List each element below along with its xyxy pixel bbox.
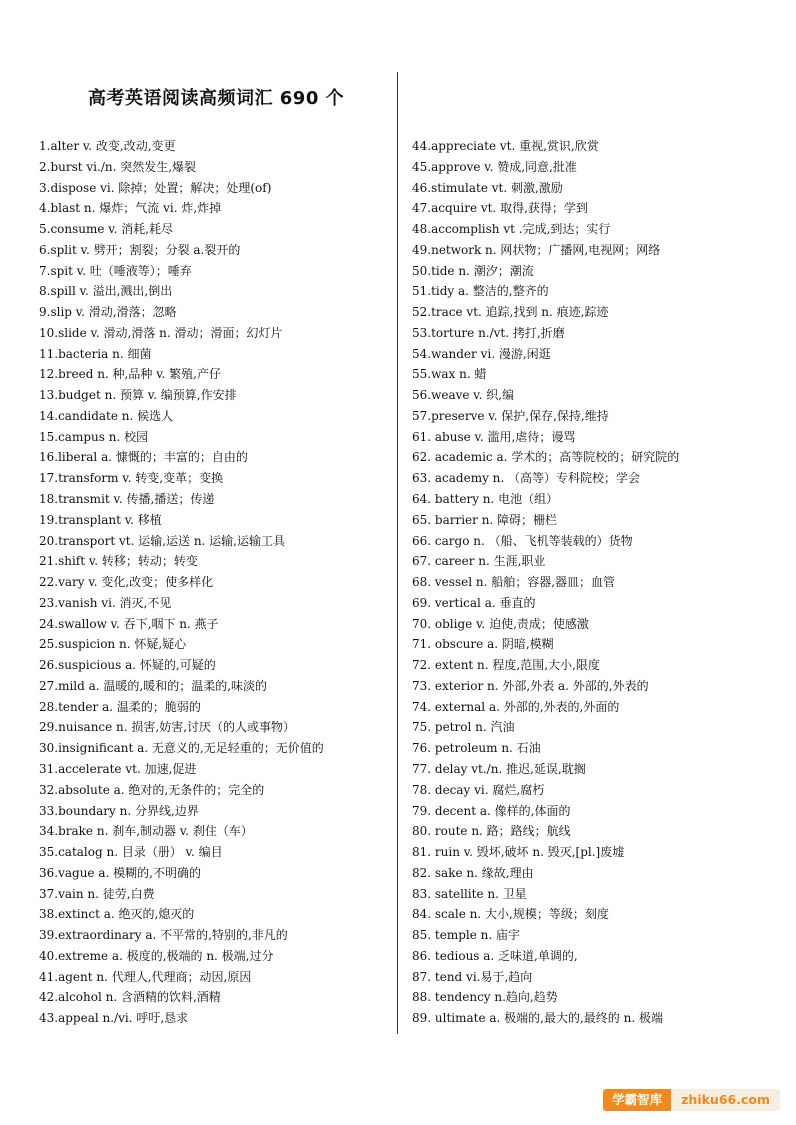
vocab-entry: 81. ruin v. 毁坏,破坏 n. 毁灭,[pl.]废墟 bbox=[412, 845, 625, 860]
vocab-entry: 84. scale n. 大小,规模；等级；刻度 bbox=[412, 907, 609, 922]
vocab-entry: 55.wax n. 蜡 bbox=[412, 367, 487, 382]
vocab-entry: 32.absolute a. 绝对的,无条件的；完全的 bbox=[39, 782, 265, 797]
vocab-entry: 61. abuse v. 滥用,虐待；谩骂 bbox=[412, 429, 576, 444]
vocab-entry: 72. extent n. 程度,范围,大小,限度 bbox=[412, 658, 600, 673]
vocab-entry: 4.blast n. 爆炸；气流 vi. 炸,炸掉 bbox=[39, 201, 222, 216]
vocab-entry: 21.shift v. 转移；转动；转变 bbox=[39, 554, 198, 569]
vocab-entry: 57.preserve v. 保护,保存,保持,维持 bbox=[412, 408, 609, 423]
vocab-entry: 85. temple n. 庙宇 bbox=[412, 928, 520, 943]
column-divider bbox=[397, 72, 398, 1034]
vocab-entry: 88. tendency n.趋向,趋势 bbox=[412, 990, 558, 1005]
vocab-entry: 51.tidy a. 整洁的,整齐的 bbox=[412, 284, 549, 299]
vocab-entry: 75. petrol n. 汽油 bbox=[412, 720, 515, 735]
vocab-entry: 30.insignificant a. 无意义的,无足轻重的；无价值的 bbox=[39, 741, 324, 756]
vocab-entry: 24.swallow v. 吞下,咽下 n. 燕子 bbox=[39, 616, 219, 631]
watermark-site: zhiku66.com bbox=[671, 1089, 780, 1111]
vocab-entry: 18.transmit v. 传播,播送；传递 bbox=[39, 492, 215, 507]
vocab-entry: 20.transport vt. 运输,运送 n. 运输,运输工具 bbox=[39, 533, 285, 548]
vocab-entry: 79. decent a. 像样的,体面的 bbox=[412, 803, 571, 818]
vocabulary-list-right bbox=[412, 136, 790, 1029]
vocab-entry: 50.tide n. 潮汐；潮流 bbox=[412, 263, 534, 278]
vocab-entry: 23.vanish vi. 消灭,不见 bbox=[39, 595, 172, 610]
vocab-entry: 44.appreciate vt. 重视,赏识,欣赏 bbox=[412, 139, 599, 153]
vocab-entry: 37.vain n. 徒劳,白费 bbox=[39, 886, 155, 901]
vocab-entry: 86. tedious a. 乏味道,单调的, bbox=[412, 948, 578, 963]
vocab-entry: 78. decay vi. 腐烂,腐朽 bbox=[412, 782, 545, 797]
vocab-entry: 7.spit v. 吐（唾液等）；唾弃 bbox=[39, 263, 192, 278]
vocab-entry: 5.consume v. 消耗,耗尽 bbox=[39, 222, 174, 237]
vocab-entry: 26.suspicious a. 怀疑的,可疑的 bbox=[39, 658, 216, 673]
vocab-entry: 13.budget n. 预算 v. 编预算,作安排 bbox=[39, 388, 237, 403]
vocab-entry: 10.slide v. 滑动,滑落 n. 滑动；滑面；幻灯片 bbox=[39, 325, 283, 340]
vocab-entry: 2.burst vi./n. 突然发生,爆裂 bbox=[39, 159, 197, 174]
watermark-badge bbox=[603, 1089, 780, 1111]
vocab-entry: 39.extraordinary a. 不平常的,特别的,非凡的 bbox=[39, 928, 288, 943]
vocab-entry: 52.trace vt. 追踪,找到 n. 痕迹,踪迹 bbox=[412, 305, 609, 320]
vocab-entry: 48.accomplish vt .完成,到达；实行 bbox=[412, 222, 611, 237]
page-title: 高考英语阅读高频词汇 690 个 bbox=[88, 88, 345, 109]
vocab-entry: 15.campus n. 校园 bbox=[39, 429, 149, 444]
watermark-brand: 学霸智库 bbox=[603, 1089, 671, 1111]
vocab-entry: 16.liberal a. 慷慨的；丰富的；自由的 bbox=[39, 450, 248, 465]
vocab-entry: 40.extreme a. 极度的,极端的 n. 极端,过分 bbox=[39, 948, 274, 963]
vocab-entry: 76. petroleum n. 石油 bbox=[412, 741, 541, 756]
vocab-entry: 19.transplant v. 移植 bbox=[39, 512, 162, 527]
vocab-entry: 27.mild a. 温暖的,暖和的；温柔的,味淡的 bbox=[39, 678, 268, 693]
vocab-entry: 65. barrier n. 障碍；栅栏 bbox=[412, 512, 558, 527]
vocab-entry: 64. battery n. 电池（组） bbox=[412, 492, 559, 507]
vocab-entry: 12.breed n. 种,品种 v. 繁殖,产仔 bbox=[39, 367, 221, 382]
vocab-entry: 31.accelerate vt. 加速,促进 bbox=[39, 761, 197, 776]
vocab-entry: 41.agent n. 代理人,代理商；动因,原因 bbox=[39, 969, 252, 984]
vocab-entry: 87. tend vi.易于,趋向 bbox=[412, 969, 533, 984]
vocab-entry: 49.network n. 网状物；广播网,电视网；网络 bbox=[412, 242, 661, 257]
vocab-entry: 35.catalog n. 目录（册） v. 编目 bbox=[39, 845, 223, 860]
vocab-entry: 9.slip v. 滑动,滑落；忽略 bbox=[39, 305, 177, 320]
vocab-entry: 46.stimulate vt. 刺激,激励 bbox=[412, 180, 563, 195]
vocab-entry: 28.tender a. 温柔的；脆弱的 bbox=[39, 699, 201, 714]
vocab-entry: 70. oblige v. 迫使,责成；使感激 bbox=[412, 616, 589, 631]
vocab-entry: 68. vessel n. 船舶；容器,器皿；血管 bbox=[412, 575, 616, 590]
vocab-entry: 89. ultimate a. 极端的,最大的,最终的 n. 极端 bbox=[412, 1011, 663, 1026]
vocab-entry: 80. route n. 路；路线；航线 bbox=[412, 824, 571, 839]
vocab-entry: 33.boundary n. 分界线,边界 bbox=[39, 803, 199, 818]
vocab-entry: 29.nuisance n. 损害,妨害,讨厌（的人或事物） bbox=[39, 720, 296, 735]
vocab-entry: 6.split v. 劈开；割裂；分裂 a.裂开的 bbox=[39, 242, 241, 257]
vocab-entry: 53.torture n./vt. 拷打,折磨 bbox=[412, 325, 565, 340]
vocab-entry: 36.vague a. 模糊的,不明确的 bbox=[39, 865, 201, 880]
vocab-entry: 42.alcohol n. 含酒精的饮料,酒精 bbox=[39, 990, 221, 1005]
vocab-entry: 11.bacteria n. 细菌 bbox=[39, 346, 152, 361]
vocab-entry: 56.weave v. 织,编 bbox=[412, 388, 515, 403]
vocab-entry: 74. external a. 外部的,外表的,外面的 bbox=[412, 699, 620, 714]
vocab-entry: 77. delay vt./n. 推迟,延误,耽搁 bbox=[412, 761, 586, 776]
vocab-entry: 69. vertical a. 垂直的 bbox=[412, 595, 536, 610]
vocab-entry: 82. sake n. 缘故,理由 bbox=[412, 865, 534, 880]
vocab-entry: 1.alter v. 改变,改动,变更 bbox=[39, 139, 176, 153]
vocab-entry: 71. obscure a. 阴暗,模糊 bbox=[412, 637, 554, 652]
vocab-entry: 45.approve v. 赞成,同意,批准 bbox=[412, 159, 577, 174]
vocab-entry: 62. academic a. 学术的；高等院校的；研究院的 bbox=[412, 450, 680, 465]
vocab-entry: 73. exterior n. 外部,外表 a. 外部的,外表的 bbox=[412, 678, 649, 693]
vocab-entry: 67. career n. 生涯,职业 bbox=[412, 554, 546, 569]
vocabulary-list-left bbox=[39, 136, 391, 1029]
vocab-entry: 22.vary v. 变化,改变；使多样化 bbox=[39, 575, 214, 590]
vocab-entry: 17.transform v. 转变,变革；变换 bbox=[39, 471, 224, 486]
vocab-entry: 14.candidate n. 候选人 bbox=[39, 408, 174, 423]
vocab-entry: 25.suspicion n. 怀疑,疑心 bbox=[39, 637, 187, 652]
vocab-entry: 34.brake n. 刹车,制动器 v. 刹住（车） bbox=[39, 824, 253, 839]
vocab-entry: 66. cargo n. （船、飞机等装载的）货物 bbox=[412, 533, 633, 548]
vocab-entry: 43.appeal n./vi. 呼吁,恳求 bbox=[39, 1011, 189, 1026]
vocab-entry: 83. satellite n. 卫星 bbox=[412, 886, 527, 901]
vocab-entry: 38.extinct a. 绝灭的,熄灭的 bbox=[39, 907, 195, 922]
vocab-entry: 54.wander vi. 漫游,闲逛 bbox=[412, 346, 551, 361]
vocab-entry: 63. academy n. （高等）专科院校；学会 bbox=[412, 471, 641, 486]
vocab-entry: 47.acquire vt. 取得,获得；学到 bbox=[412, 201, 588, 216]
vocab-entry: 8.spill v. 溢出,溅出,倒出 bbox=[39, 284, 173, 299]
vocab-entry: 3.dispose vi. 除掉；处置；解决；处理(of) bbox=[39, 180, 272, 195]
